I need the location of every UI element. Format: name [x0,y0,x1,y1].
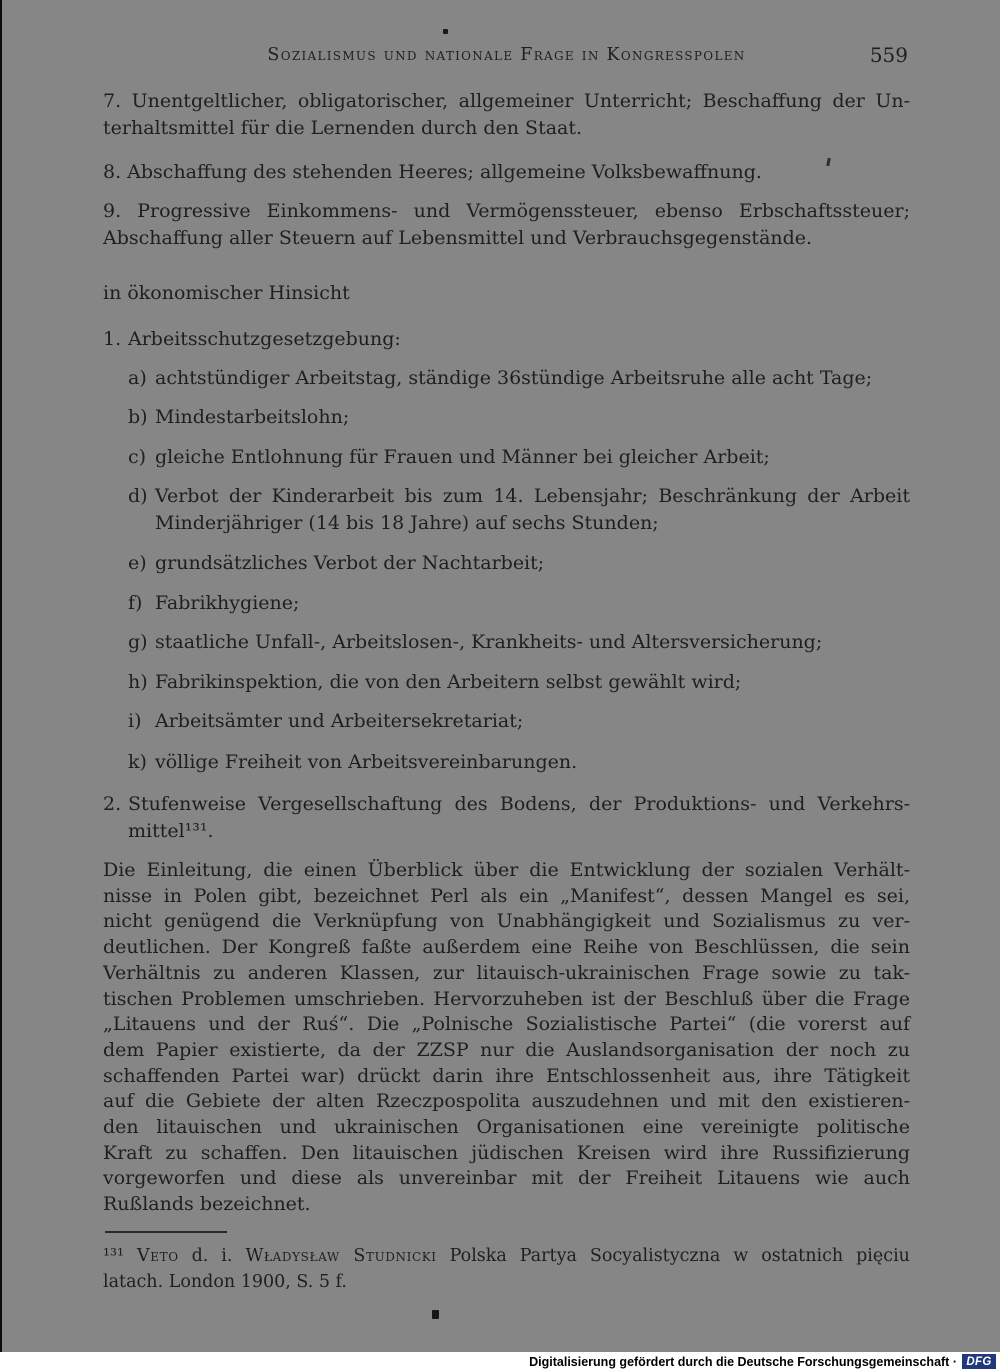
footnote-131 [103,1243,910,1295]
footnote-marker: ¹³¹ [103,1246,125,1266]
list-item-text: völlige Freiheit von Arbeitsvereinbarungen. [155,751,578,773]
list-item-label: c) [128,446,147,468]
list-item-label: f) [128,592,143,614]
paragraph-point-9: 9. Progressive Einkommens- und Vermögenssteuer, ebenso Erbschaftssteuer; Abschaffung aller Steuern auf Lebensmittel und Verbrauchsgegenstände. [103,200,910,249]
list-item-g [128,629,910,656]
list-item-label: h) [128,671,148,693]
footnote-author-name: Władysław Studnicki [245,1246,437,1266]
footnote-line-1 [103,1243,910,1269]
list-item-label: 2. [103,793,122,815]
dfg-logo [962,1354,996,1369]
list-item-c [128,444,910,471]
list-item-text: achtstündiger Arbeitstag, ständige 36stündige Arbeitsruhe alle acht Tage; [155,367,873,389]
footnote-work-title: Polska Partya Socyalistyczna w ostatnich pięciu [449,1246,910,1266]
list-item-text: Mindestarbeitslohn; [155,406,350,428]
scan-artifact-dot [443,29,448,34]
list-item-text: Stufenweise Vergesellschaftung des Bodens, der Produktions- und Verkehrs- mittel¹³¹. [128,793,910,842]
list-item-label: k) [128,751,147,773]
list-item-k [128,749,910,776]
dfg-logo-text: DFG [966,1355,992,1368]
section-heading: in ökonomischer Hinsicht [103,282,350,304]
list-item-label: g) [128,631,148,653]
scan-artifact-dot [432,1310,439,1319]
list-item-label: b) [128,406,148,428]
list-item-label: d) [128,485,148,507]
list-item-a [128,365,910,392]
list-item-i [128,708,910,735]
footnote-line-2: latach. London 1900, S. 5 f. [103,1272,347,1292]
list-item-d [128,483,910,537]
list-item-text: Fabrikhygiene; [155,592,300,614]
list-item-text: gleiche Entlohnung für Frauen und Männer bei gleicher Arbeit; [155,446,770,468]
body-paragraph: Die Einleitung, die einen Überblick über die Entwicklung der sozialen Verhält- nisse in Polen gibt, bezeichnet Perl als ein „Manifest“, dessen Mangel es sei, nicht genügend die Verknüpfung von Unabhängigkeit und Sozialismus zu ver- deutlichen. Der Kongreß faßte außerdem eine Reihe von Beschlüssen, die sein Verhältnis zu anderen Klassen, zur litauisch-ukrainischen Frage sowie zu tak- tischen Problemen umschrieben. Hervorzuheben ist der Beschluß über die Frage „Litauens und der Ruś“. Die „Polnische Sozialistische Partei“ (die vorerst auf dem Papier existierte, da der ZZSP nur die Auslandsorganisation der noch zu schaffenden Partei war) drückt darin ihre Entschlossenheit aus, ihre Tätigkeit auf die Gebiete der alten Rzeczpospolita auszudehnen und mit den existieren- den litauischen und ukrainischen Organisationen eine vereinigte politische Kraft zu schaffen. Den litauischen jüdischen Kreisen wird ihre Russifizierung vorgeworfen und diese als unvereinbar mit der Freiheit Litauens wie auch Rußlands bezeichnet. [103,859,910,1216]
list-item-label: e) [128,552,147,574]
page-number: 559 [869,43,908,67]
scan-edge-shadow [0,0,2,1352]
footnote-author-intro: Veto [137,1246,179,1266]
list-item-2 [103,791,910,845]
paragraph-point-7: 7. Unentgeltlicher, obligatorischer, allgemeiner Unterricht; Beschaffung der Un- terhaltsmittel für die Lernenden durch den Staat. [103,90,910,139]
list-item-text: Arbeitsschutzgesetzgebung: [128,328,401,350]
list-item-text: Verbot der Kinderarbeit bis zum 14. Lebensjahr; Beschränkung der Arbeit Minderjähriger (14 bis 18 Jahre) auf sechs Stunden; [155,485,910,534]
running-header-title: Sozialismus und nationale Frage in Kongresspolen [267,45,746,65]
list-item-f [128,590,910,617]
paragraph-point-8: 8. Abschaffung des stehenden Heeres; allgemeine Volksbewaffnung. [103,161,762,183]
list-item-text: Arbeitsämter und Arbeitersekretariat; [155,710,524,732]
list-item-1 [103,326,910,353]
digitization-credit-text: Digitalisierung gefördert durch die Deutsche Forschungsgemeinschaft · [529,1354,957,1369]
list-item-h [128,669,910,696]
footnote-separator-rule [105,1231,227,1233]
list-item-text: staatliche Unfall-, Arbeitslosen-, Krankheits- und Altersversicherung; [155,631,823,653]
footnote-abbrev: d. i. [191,1246,233,1266]
list-item-label: i) [128,710,142,732]
digitization-credit-bar [0,1352,1000,1371]
list-item-text: Fabrikinspektion, die von den Arbeitern selbst gewählt wird; [155,671,742,693]
list-item-label: 1. [103,328,122,350]
list-item-label: a) [128,367,147,389]
list-item-e [128,550,910,577]
list-item-text: grundsätzliches Verbot der Nachtarbeit; [155,552,545,574]
list-item-b [128,404,910,431]
